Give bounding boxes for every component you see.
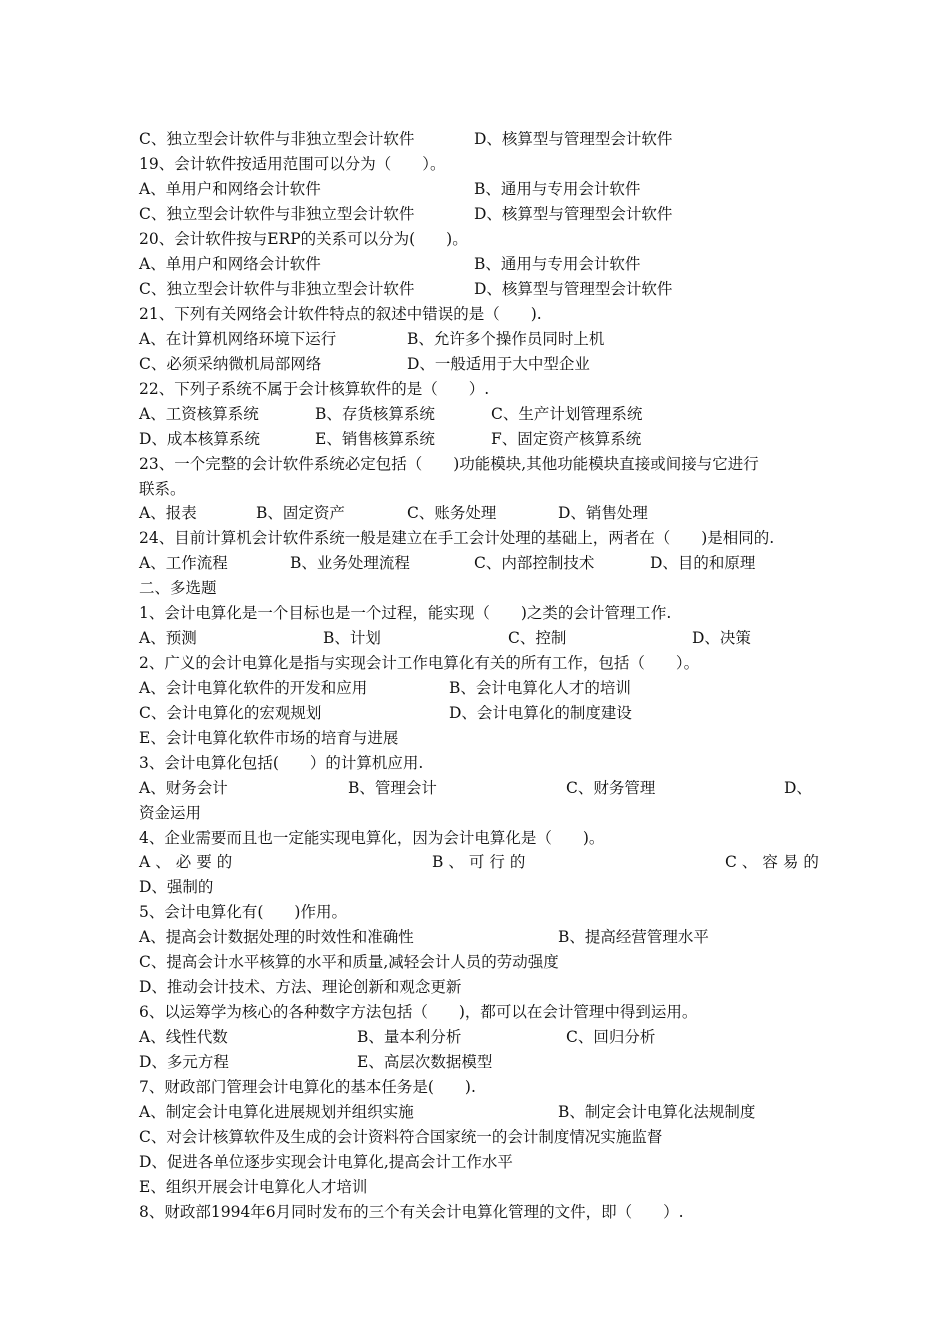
text-segment: E、销售核算系统: [315, 430, 435, 448]
text-segment: A、线性代数: [139, 1028, 228, 1046]
text-line: [139, 402, 829, 427]
text-segment: C、控制: [508, 629, 567, 647]
text-segment: A、工资核算系统: [139, 405, 259, 423]
text-line: [139, 526, 829, 551]
text-line: [139, 302, 829, 327]
text-line: [139, 950, 829, 975]
text-segment: D、强制的: [139, 878, 214, 896]
text-segment: C、生产计划管理系统: [491, 405, 643, 423]
text-segment: D、核算型与管理型会计软件: [474, 280, 673, 298]
text-segment: 22、下列子系统不属于会计核算软件的是（ ）.: [139, 380, 490, 398]
text-segment: D、促进各单位逐步实现会计电算化,提高会计工作水平: [139, 1153, 513, 1171]
text-segment: A、在计算机网络环境下运行: [139, 330, 337, 348]
text-segment: E、组织开展会计电算化人才培训: [139, 1178, 368, 1196]
text-segment: D、目的和原理: [650, 554, 756, 572]
text-segment: 二、多选题: [139, 579, 217, 597]
text-segment: 联系。: [139, 480, 186, 498]
text-segment: 20、会计软件按与ERP的关系可以分为( )。: [139, 230, 468, 248]
text-segment: 5、会计电算化有( )作用。: [139, 903, 347, 921]
text-segment: B、会计电算化人才的培训: [449, 679, 631, 697]
text-segment: B、固定资产: [256, 504, 345, 522]
text-line: [139, 776, 829, 801]
text-segment: B、存货核算系统: [315, 405, 435, 423]
text-segment: 21、下列有关网络会计软件特点的叙述中错误的是（ ).: [139, 305, 542, 323]
text-segment: D、: [784, 779, 812, 797]
text-line: [139, 751, 829, 776]
text-segment: D、销售处理: [558, 504, 648, 522]
text-segment: B、提高经营管理水平: [558, 928, 709, 946]
text-segment: C、账务处理: [407, 504, 497, 522]
text-segment: C、提高会计水平核算的水平和质量,减轻会计人员的劳动强度: [139, 953, 559, 971]
text-segment: B、制定会计电算化法规制度: [558, 1103, 756, 1121]
text-segment: 24、目前计算机会计软件系统一般是建立在手工会计处理的基础上，两者在（ )是相同的.: [139, 529, 775, 547]
text-segment: A、制定会计电算化进展规划并组织实施: [139, 1103, 414, 1121]
text-segment: 2、广义的会计电算化是指与实现会计工作电算化有关的所有工作，包括（ ）。: [139, 654, 700, 672]
text-segment: B、业务处理流程: [290, 554, 410, 572]
text-line: [139, 925, 829, 950]
text-line: [139, 651, 829, 676]
text-line: [139, 152, 829, 177]
text-segment: 3、会计电算化包括( ）的计算机应用.: [139, 754, 424, 772]
text-segment: A、会计电算化软件的开发和应用: [139, 679, 368, 697]
text-segment: F、固定资产核算系统: [491, 430, 642, 448]
text-line: [139, 626, 829, 651]
text-segment: D、决策: [692, 629, 751, 647]
text-line: [139, 826, 829, 851]
text-segment: C、内部控制技术: [474, 554, 595, 572]
text-line: [139, 601, 829, 626]
text-line: [139, 676, 829, 701]
text-line: [139, 551, 829, 576]
text-line: [139, 252, 829, 277]
text-line: [139, 850, 829, 875]
text-line: [139, 501, 829, 526]
text-line: [139, 452, 829, 477]
text-segment: B、可行的: [432, 853, 531, 871]
text-segment: C、必须采纳微机局部网络: [139, 355, 322, 373]
text-line: [139, 801, 829, 826]
text-line: [139, 352, 829, 377]
text-line: [139, 227, 829, 252]
text-segment: D、核算型与管理型会计软件: [474, 130, 673, 148]
text-segment: B、允许多个操作员同时上机: [407, 330, 605, 348]
text-segment: C、回归分析: [566, 1028, 656, 1046]
text-segment: B、量本利分析: [357, 1028, 462, 1046]
text-line: [139, 327, 829, 352]
text-line: [139, 576, 829, 601]
text-segment: D、一般适用于大中型企业: [407, 355, 590, 373]
text-line: [139, 377, 829, 402]
text-line: [139, 202, 829, 227]
text-segment: C、容易的: [725, 853, 824, 871]
text-segment: 7、财政部门管理会计电算化的基本任务是( ).: [139, 1078, 476, 1096]
text-segment: 23、一个完整的会计软件系统必定包括（ )功能模块,其他功能模块直接或间接与它进行: [139, 455, 759, 473]
text-line: [139, 975, 829, 1000]
text-line: [139, 127, 829, 152]
text-segment: A、财务会计: [139, 779, 228, 797]
text-line: [139, 277, 829, 302]
text-segment: A、单用户和网络会计软件: [139, 180, 321, 198]
text-segment: D、多元方程: [139, 1053, 229, 1071]
text-line: [139, 900, 829, 925]
text-line: [139, 1025, 829, 1050]
text-line: [139, 1200, 829, 1225]
text-segment: 1、会计电算化是一个目标也是一个过程，能实现（ )之类的会计管理工作.: [139, 604, 672, 622]
text-segment: D、会计电算化的制度建设: [449, 704, 632, 722]
text-segment: A、预测: [139, 629, 197, 647]
text-segment: C、独立型会计软件与非独立型会计软件: [139, 280, 415, 298]
text-segment: A、必要的: [139, 853, 238, 871]
text-segment: D、成本核算系统: [139, 430, 260, 448]
text-line: [139, 1100, 829, 1125]
text-segment: A、工作流程: [139, 554, 228, 572]
text-segment: C、独立型会计软件与非独立型会计软件: [139, 205, 415, 223]
text-line: [139, 1175, 829, 1200]
text-line: [139, 177, 829, 202]
text-line: [139, 427, 829, 452]
text-line: [139, 701, 829, 726]
text-segment: D、核算型与管理型会计软件: [474, 205, 673, 223]
text-segment: 19、会计软件按适用范围可以分为（ ）。: [139, 155, 446, 173]
text-segment: 4、企业需要而且也一定能实现电算化，因为会计电算化是（ )。: [139, 829, 605, 847]
text-segment: A、报表: [139, 504, 197, 522]
text-segment: A、单用户和网络会计软件: [139, 255, 321, 273]
text-segment: C、对会计核算软件及生成的会计资料符合国家统一的会计制度情况实施监督: [139, 1128, 663, 1146]
text-segment: B、通用与专用会计软件: [474, 255, 641, 273]
text-line: [139, 1075, 829, 1100]
text-segment: C、财务管理: [566, 779, 656, 797]
text-line: [139, 875, 829, 900]
text-segment: D、推动会计技术、方法、理论创新和观念更新: [139, 978, 462, 996]
text-segment: 6、以运筹学为核心的各种数字方法包括（ )，都可以在会计管理中得到运用。: [139, 1003, 698, 1021]
text-line: [139, 1050, 829, 1075]
text-segment: B、通用与专用会计软件: [474, 180, 641, 198]
text-segment: 8、财政部1994年6月同时发布的三个有关会计电算化管理的文件，即（ ）.: [139, 1203, 684, 1221]
text-segment: E、高层次数据模型: [357, 1053, 493, 1071]
text-line: [139, 1150, 829, 1175]
text-segment: E、会计电算化软件市场的培育与进展: [139, 729, 399, 747]
text-segment: 资金运用: [139, 804, 202, 822]
text-segment: B、管理会计: [348, 779, 437, 797]
text-segment: B、计划: [323, 629, 381, 647]
text-segment: C、独立型会计软件与非独立型会计软件: [139, 130, 415, 148]
text-line: [139, 726, 829, 751]
text-line: [139, 1125, 829, 1150]
text-segment: C、会计电算化的宏观规划: [139, 704, 322, 722]
text-line: [139, 477, 829, 502]
text-line: [139, 1000, 829, 1025]
text-segment: A、提高会计数据处理的时效性和准确性: [139, 928, 414, 946]
